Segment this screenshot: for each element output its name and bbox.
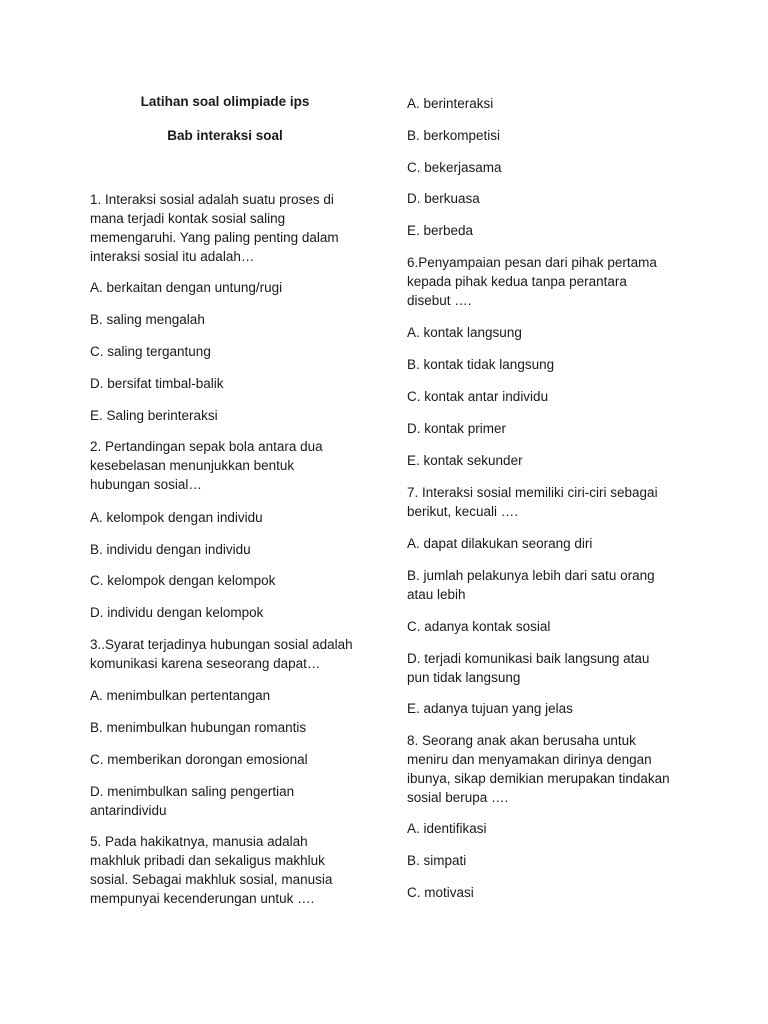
question-5: 5. Pada hakikatnya, manusia adalah makhluk pribadi dan sekaligus makhluk sosial. Sebagai makhluk sosial, manusia mempunyai kecenderungan untuk …. bbox=[90, 834, 333, 906]
option-6b: B. kontak tidak langsung bbox=[407, 357, 555, 372]
option-1d: D. bersifat timbal-balik bbox=[90, 376, 224, 391]
option-3b: B. menimbulkan hubungan romantis bbox=[90, 720, 307, 735]
option-3d: D. menimbulkan saling pengertian antarindividu bbox=[90, 784, 295, 818]
option-7d: D. terjadi komunikasi baik langsung atau pun tidak langsung bbox=[407, 651, 650, 685]
option-2c: C. kelompok dengan kelompok bbox=[90, 573, 276, 588]
option-5a: A. berinteraksi bbox=[407, 96, 494, 111]
option-5c: C. bekerjasama bbox=[407, 160, 502, 175]
question-2: 2. Pertandingan sepak bola antara dua kesebelasan menunjukkan bentuk hubungan sosial… bbox=[90, 439, 323, 492]
option-1a: A. berkaitan dengan untung/rugi bbox=[90, 280, 283, 295]
page-title: Latihan soal olimpiade ips bbox=[140, 94, 310, 109]
page-subtitle: Bab interaksi soal bbox=[167, 128, 283, 143]
option-7b: B. jumlah pelakunya lebih dari satu orang atau lebih bbox=[407, 568, 655, 602]
option-7a: A. dapat dilakukan seorang diri bbox=[407, 536, 593, 551]
option-3c: C. memberikan dorongan emosional bbox=[90, 752, 308, 767]
option-1e: E. Saling berinteraksi bbox=[90, 408, 218, 423]
option-2d: D. individu dengan kelompok bbox=[90, 605, 264, 620]
option-6a: A. kontak langsung bbox=[407, 325, 522, 340]
option-3a: A. menimbulkan pertentangan bbox=[90, 688, 271, 703]
option-7c: C. adanya kontak sosial bbox=[407, 619, 551, 634]
question-3: 3..Syarat terjadinya hubungan sosial adalah komunikasi karena seseorang dapat… bbox=[90, 637, 353, 671]
option-2b: B. individu dengan individu bbox=[90, 542, 251, 557]
option-5e: E. berbeda bbox=[407, 223, 474, 238]
option-5b: B. berkompetisi bbox=[407, 128, 501, 143]
option-6e: E. kontak sekunder bbox=[407, 453, 523, 468]
question-6: 6.Penyampaian pesan dari pihak pertama kepada pihak kedua tanpa perantara disebut …. bbox=[407, 255, 657, 308]
option-1c: C. saling tergantung bbox=[90, 344, 211, 359]
option-8c: C. motivasi bbox=[407, 885, 474, 900]
option-7e: E. adanya tujuan yang jelas bbox=[407, 701, 573, 716]
option-6d: D. kontak primer bbox=[407, 421, 507, 436]
option-5d: D. berkuasa bbox=[407, 191, 480, 206]
option-6c: C. kontak antar individu bbox=[407, 389, 549, 404]
question-8: 8. Seorang anak akan berusaha untuk meniru dan menyamakan dirinya dengan ibunya, sikap demikian merupakan tindakan sosial berupa …. bbox=[407, 733, 670, 805]
question-7: 7. Interaksi sosial memiliki ciri-ciri sebagai berikut, kecuali …. bbox=[407, 485, 658, 519]
option-2a: A. kelompok dengan individu bbox=[90, 510, 263, 525]
option-1b: B. saling mengalah bbox=[90, 312, 205, 327]
question-1: 1. Interaksi sosial adalah suatu proses di mana terjadi kontak sosial saling memengaruhi. Yang paling penting dalam interaksi sosial itu adalah… bbox=[90, 192, 339, 264]
option-8a: A. identifikasi bbox=[407, 821, 487, 836]
option-8b: B. simpati bbox=[407, 853, 467, 868]
